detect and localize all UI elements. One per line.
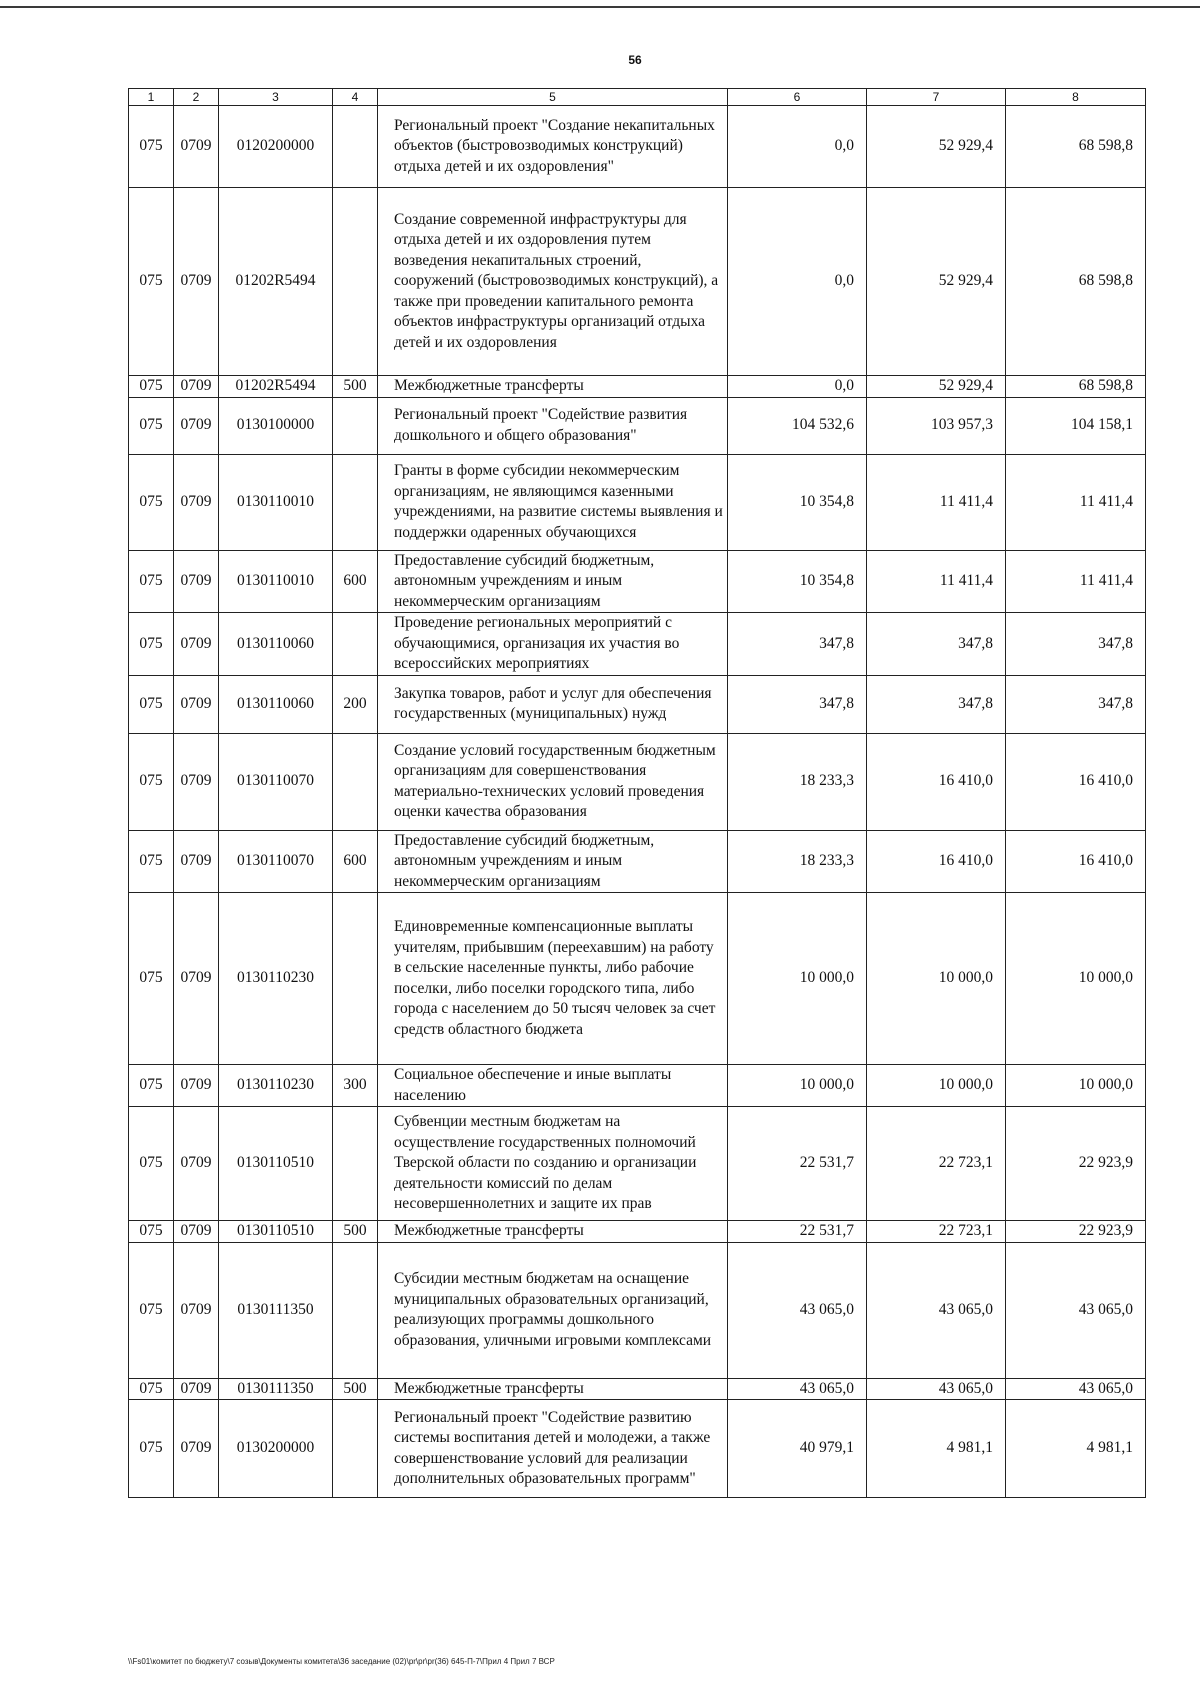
code-glava: 075 [129, 1400, 174, 1498]
column-number: 7 [867, 89, 1006, 106]
item-description: Межбюджетные трансферты [378, 376, 728, 398]
item-description: Региональный проект "Создание некапитальных объектов (быстровозводимых конструкций) отдыха детей и их оздоровления" [378, 106, 728, 188]
code-vid-raskhodov: 300 [333, 1065, 378, 1107]
code-razdel: 0709 [174, 1065, 219, 1107]
amount-col7: 103 957,3 [867, 397, 1006, 454]
code-tselevaya-statya: 0130111350 [219, 1378, 333, 1400]
code-glava: 075 [129, 1242, 174, 1378]
amount-col6: 10 354,8 [728, 550, 867, 613]
code-razdel: 0709 [174, 675, 219, 733]
code-tselevaya-statya: 0130110010 [219, 550, 333, 613]
amount-col7: 347,8 [867, 675, 1006, 733]
code-razdel: 0709 [174, 376, 219, 398]
column-number: 2 [174, 89, 219, 106]
table-body [129, 89, 1146, 1498]
code-vid-raskhodov [333, 454, 378, 550]
amount-col6: 40 979,1 [728, 1400, 867, 1498]
amount-col8: 347,8 [1006, 613, 1146, 676]
amount-col7: 10 000,0 [867, 893, 1006, 1065]
item-description: Гранты в форме субсидии некоммерческим организациям, не являющимся казенными учреждениями, на развитие системы выявления и поддержки одаренных обучающихся [378, 454, 728, 550]
amount-col8: 43 065,0 [1006, 1378, 1146, 1400]
code-tselevaya-statya: 0130110510 [219, 1221, 333, 1243]
amount-col7: 347,8 [867, 613, 1006, 676]
code-razdel: 0709 [174, 188, 219, 376]
table-row [129, 454, 1146, 550]
code-glava: 075 [129, 397, 174, 454]
amount-col6: 0,0 [728, 376, 867, 398]
code-razdel: 0709 [174, 106, 219, 188]
amount-col6: 0,0 [728, 188, 867, 376]
amount-col6: 22 531,7 [728, 1107, 867, 1221]
code-tselevaya-statya: 0130110510 [219, 1107, 333, 1221]
code-glava: 075 [129, 1065, 174, 1107]
amount-col7: 43 065,0 [867, 1242, 1006, 1378]
table-row [129, 376, 1146, 398]
amount-col7: 22 723,1 [867, 1107, 1006, 1221]
code-razdel: 0709 [174, 733, 219, 830]
amount-col7: 52 929,4 [867, 106, 1006, 188]
code-glava: 075 [129, 376, 174, 398]
amount-col8: 347,8 [1006, 675, 1146, 733]
code-razdel: 0709 [174, 397, 219, 454]
item-description: Субвенции местным бюджетам на осуществление государственных полномочий Тверской области по созданию и организации деятельности комиссий по делам несовершеннолетних и защите их прав [378, 1107, 728, 1221]
item-description: Региональный проект "Содействие развития дошкольного и общего образования" [378, 397, 728, 454]
amount-col8: 10 000,0 [1006, 893, 1146, 1065]
code-vid-raskhodov: 600 [333, 830, 378, 893]
table-row [129, 397, 1146, 454]
amount-col8: 68 598,8 [1006, 106, 1146, 188]
amount-col8: 16 410,0 [1006, 830, 1146, 893]
item-description: Предоставление субсидий бюджетным, автономным учреждениям и иным некоммерческим организациям [378, 830, 728, 893]
amount-col8: 43 065,0 [1006, 1242, 1146, 1378]
code-razdel: 0709 [174, 1242, 219, 1378]
amount-col7: 11 411,4 [867, 454, 1006, 550]
code-glava: 075 [129, 675, 174, 733]
code-vid-raskhodov [333, 397, 378, 454]
code-vid-raskhodov [333, 893, 378, 1065]
table-row [129, 613, 1146, 676]
item-description: Предоставление субсидий бюджетным, автономным учреждениям и иным некоммерческим организациям [378, 550, 728, 613]
code-tselevaya-statya: 01202R5494 [219, 188, 333, 376]
code-glava: 075 [129, 613, 174, 676]
column-number: 3 [219, 89, 333, 106]
column-number: 8 [1006, 89, 1146, 106]
top-border-line [0, 6, 1200, 8]
table-row [129, 1221, 1146, 1243]
code-razdel: 0709 [174, 613, 219, 676]
amount-col7: 4 981,1 [867, 1400, 1006, 1498]
amount-col8: 11 411,4 [1006, 454, 1146, 550]
amount-col7: 22 723,1 [867, 1221, 1006, 1243]
code-razdel: 0709 [174, 893, 219, 1065]
table-row [129, 188, 1146, 376]
amount-col7: 52 929,4 [867, 376, 1006, 398]
code-tselevaya-statya: 0130110230 [219, 893, 333, 1065]
amount-col6: 347,8 [728, 613, 867, 676]
amount-col7: 10 000,0 [867, 1065, 1006, 1107]
item-description: Субсидии местным бюджетам на оснащение муниципальных образовательных организаций, реализующих программы дошкольного образования, уличными игровыми комплексами [378, 1242, 728, 1378]
code-tselevaya-statya: 0130110060 [219, 613, 333, 676]
item-description: Создание условий государственным бюджетным организациям для совершенствования материально-технических условий проведения оценки качества образования [378, 733, 728, 830]
code-tselevaya-statya: 01202R5494 [219, 376, 333, 398]
code-glava: 075 [129, 1221, 174, 1243]
amount-col6: 347,8 [728, 675, 867, 733]
item-description: Региональный проект "Содействие развитию системы воспитания детей и молодежи, а также совершенствование условий для реализации дополнительных образовательных программ" [378, 1400, 728, 1498]
code-razdel: 0709 [174, 550, 219, 613]
table-row [129, 675, 1146, 733]
table-row [129, 550, 1146, 613]
amount-col8: 11 411,4 [1006, 550, 1146, 613]
table-row [129, 106, 1146, 188]
code-vid-raskhodov: 500 [333, 1221, 378, 1243]
code-vid-raskhodov: 500 [333, 376, 378, 398]
budget-table [128, 88, 1146, 1498]
table-row [129, 830, 1146, 893]
code-tselevaya-statya: 0130100000 [219, 397, 333, 454]
code-tselevaya-statya: 0130200000 [219, 1400, 333, 1498]
amount-col8: 10 000,0 [1006, 1065, 1146, 1107]
code-razdel: 0709 [174, 454, 219, 550]
code-glava: 075 [129, 1378, 174, 1400]
code-vid-raskhodov [333, 1400, 378, 1498]
table-row [129, 1400, 1146, 1498]
amount-col6: 43 065,0 [728, 1378, 867, 1400]
code-glava: 075 [129, 188, 174, 376]
amount-col8: 104 158,1 [1006, 397, 1146, 454]
footer-file-path: \\Fs01\комитет по бюджету\7 созыв\Документы комитета\36 заседание (02)\pr\pr\pr(36) 645-П-7\Прил 4 Прил 7 ВСР [128, 1657, 555, 1666]
column-numbers-row [129, 89, 1146, 106]
code-razdel: 0709 [174, 1400, 219, 1498]
amount-col6: 104 532,6 [728, 397, 867, 454]
code-glava: 075 [129, 1107, 174, 1221]
amount-col8: 22 923,9 [1006, 1107, 1146, 1221]
amount-col6: 22 531,7 [728, 1221, 867, 1243]
code-vid-raskhodov [333, 188, 378, 376]
amount-col8: 16 410,0 [1006, 733, 1146, 830]
code-razdel: 0709 [174, 1107, 219, 1221]
amount-col6: 0,0 [728, 106, 867, 188]
amount-col6: 18 233,3 [728, 733, 867, 830]
code-tselevaya-statya: 0120200000 [219, 106, 333, 188]
code-razdel: 0709 [174, 1378, 219, 1400]
code-tselevaya-statya: 0130110070 [219, 733, 333, 830]
item-description: Социальное обеспечение и иные выплаты населению [378, 1065, 728, 1107]
code-vid-raskhodov [333, 1242, 378, 1378]
item-description: Единовременные компенсационные выплаты учителям, прибывшим (переехавшим) на работу в сельские населенные пункты, либо рабочие поселки, либо поселки городского типа, либо города с населением до 50 тысяч человек за счет средств областного бюджета [378, 893, 728, 1065]
amount-col7: 16 410,0 [867, 830, 1006, 893]
table-row [129, 1242, 1146, 1378]
amount-col6: 10 000,0 [728, 1065, 867, 1107]
code-glava: 075 [129, 454, 174, 550]
amount-col6: 18 233,3 [728, 830, 867, 893]
amount-col8: 68 598,8 [1006, 188, 1146, 376]
amount-col6: 10 000,0 [728, 893, 867, 1065]
amount-col7: 11 411,4 [867, 550, 1006, 613]
code-vid-raskhodov: 600 [333, 550, 378, 613]
item-description: Межбюджетные трансферты [378, 1378, 728, 1400]
code-glava: 075 [129, 893, 174, 1065]
table-row [129, 1065, 1146, 1107]
amount-col6: 43 065,0 [728, 1242, 867, 1378]
column-number: 1 [129, 89, 174, 106]
code-tselevaya-statya: 0130111350 [219, 1242, 333, 1378]
code-tselevaya-statya: 0130110060 [219, 675, 333, 733]
code-glava: 075 [129, 733, 174, 830]
table-row [129, 1107, 1146, 1221]
amount-col8: 68 598,8 [1006, 376, 1146, 398]
code-tselevaya-statya: 0130110070 [219, 830, 333, 893]
column-number: 6 [728, 89, 867, 106]
amount-col7: 16 410,0 [867, 733, 1006, 830]
code-vid-raskhodov [333, 106, 378, 188]
code-tselevaya-statya: 0130110230 [219, 1065, 333, 1107]
column-number: 5 [378, 89, 728, 106]
code-vid-raskhodov [333, 733, 378, 830]
column-number: 4 [333, 89, 378, 106]
item-description: Создание современной инфраструктуры для отдыха детей и их оздоровления путем возведения некапитальных строений, сооружений (быстровозводимых конструкций), а также при проведении капитального ремонта объектов инфраструктуры организаций отдыха детей и их оздоровления [378, 188, 728, 376]
amount-col8: 4 981,1 [1006, 1400, 1146, 1498]
table-row [129, 1378, 1146, 1400]
code-tselevaya-statya: 0130110010 [219, 454, 333, 550]
item-description: Закупка товаров, работ и услуг для обеспечения государственных (муниципальных) нужд [378, 675, 728, 733]
code-vid-raskhodov [333, 613, 378, 676]
table-row [129, 733, 1146, 830]
code-glava: 075 [129, 830, 174, 893]
amount-col8: 22 923,9 [1006, 1221, 1146, 1243]
code-vid-raskhodov: 200 [333, 675, 378, 733]
amount-col6: 10 354,8 [728, 454, 867, 550]
code-glava: 075 [129, 106, 174, 188]
page-number: 56 [628, 53, 642, 67]
table-row [129, 893, 1146, 1065]
code-vid-raskhodov: 500 [333, 1378, 378, 1400]
code-razdel: 0709 [174, 830, 219, 893]
amount-col7: 52 929,4 [867, 188, 1006, 376]
item-description: Проведение региональных мероприятий с обучающимися, организация их участия во всероссийских мероприятиях [378, 613, 728, 676]
code-razdel: 0709 [174, 1221, 219, 1243]
amount-col7: 43 065,0 [867, 1378, 1006, 1400]
code-vid-raskhodov [333, 1107, 378, 1221]
item-description: Межбюджетные трансферты [378, 1221, 728, 1243]
code-glava: 075 [129, 550, 174, 613]
